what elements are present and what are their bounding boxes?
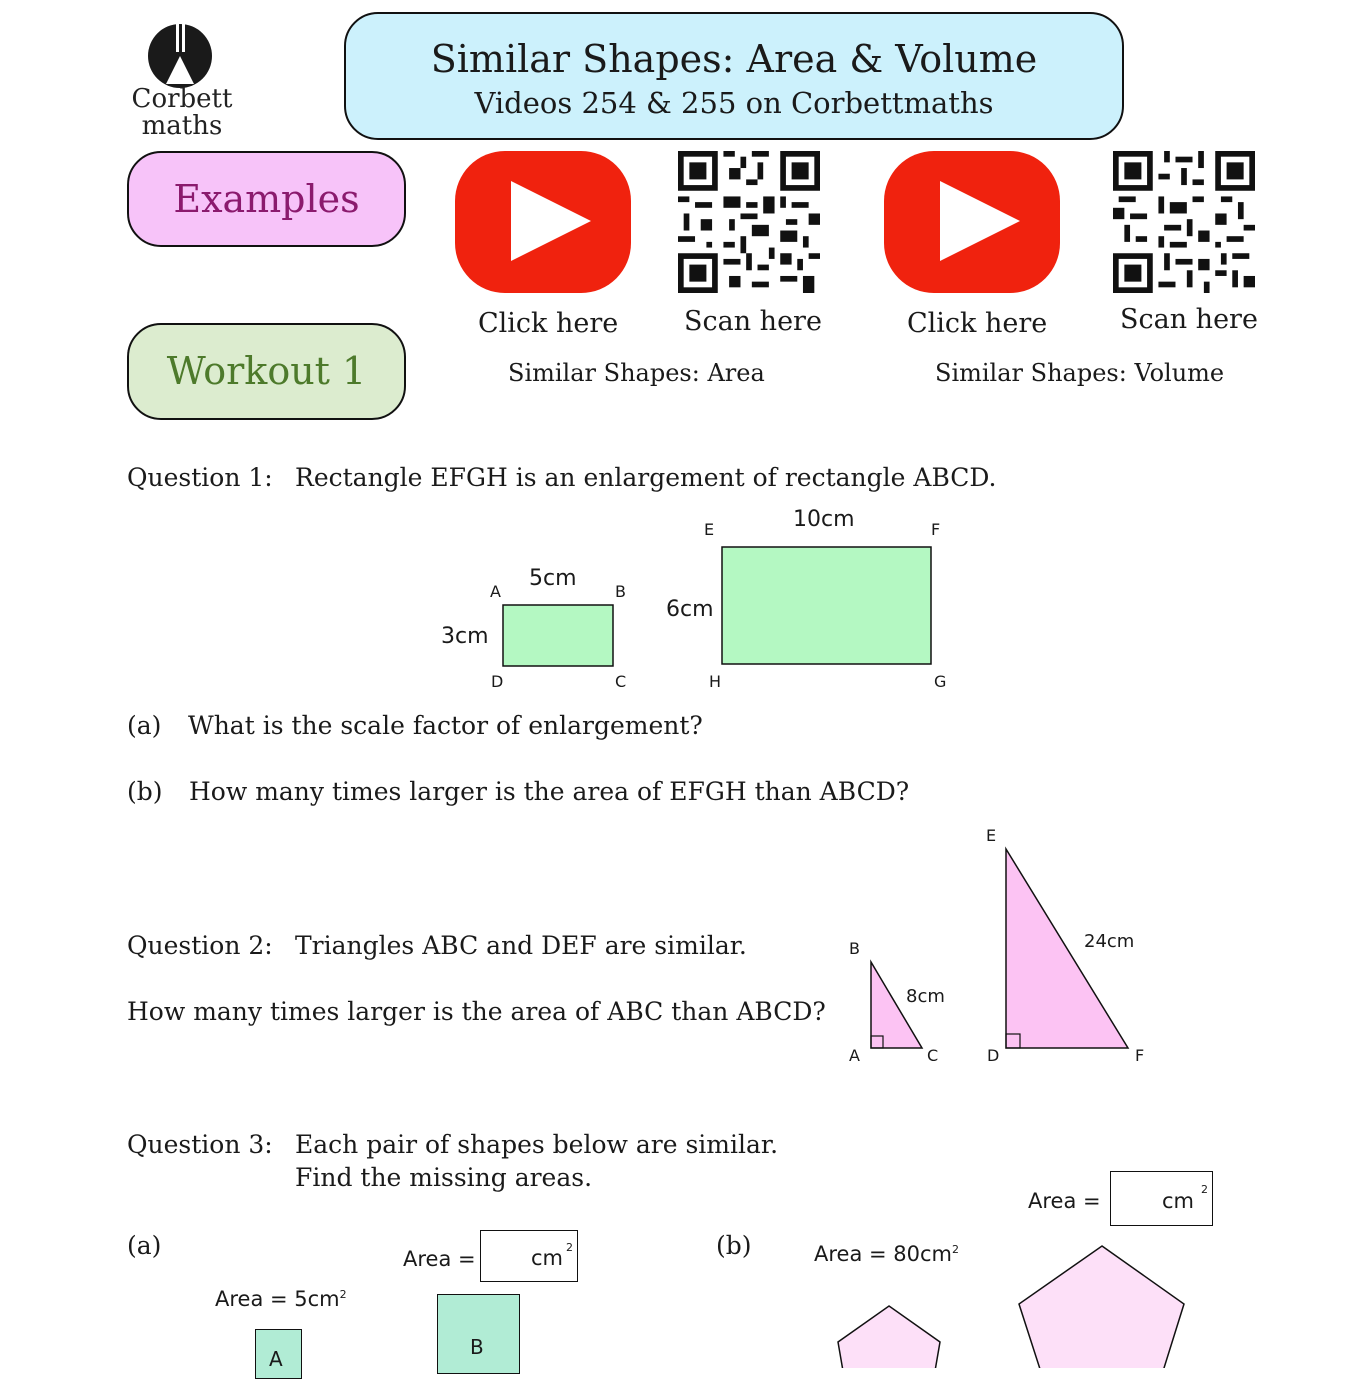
q1-vertex-f: F (931, 520, 941, 539)
q1-large-width: 10cm (793, 507, 855, 532)
logo-text (120, 86, 244, 140)
rectangle-abcd (503, 605, 613, 666)
q1-small-height: 3cm (441, 624, 489, 649)
q2-small-side: 8cm (906, 986, 945, 1007)
q3a-answer-box[interactable] (480, 1230, 578, 1282)
logo-line1: Corbett (131, 84, 233, 114)
q2-vertex-f: F (1135, 1046, 1145, 1065)
rectangle-b-label: B (470, 1335, 484, 1359)
q1a-text: What is the scale factor of enlargement? (188, 711, 703, 740)
q1-label: Question 1: (127, 463, 273, 492)
q1b-text: How many times larger is the area of EFGH than ABCD? (189, 777, 910, 806)
q1-vertex-h: H (709, 672, 722, 691)
q2-text: Triangles ABC and DEF are similar. (295, 931, 747, 960)
q3b-unknown-label: Area = (1028, 1189, 1101, 1213)
pentagon-small (838, 1306, 940, 1368)
q2-text2: How many times larger is the area of ABC than ABCD? (127, 997, 826, 1026)
q1-vertex-c: C (615, 672, 627, 691)
qr-code-area-icon[interactable] (678, 151, 820, 293)
q1-small-width: 5cm (529, 566, 577, 591)
q3b-unit: cm (1161, 1189, 1194, 1213)
page-subtitle: Videos 254 & 255 on Corbettmaths (474, 86, 994, 120)
q3b-known-area: Area = $80cm^2$ (814, 1242, 959, 1266)
q3a-unknown-label: Area = (403, 1247, 476, 1271)
q3a-unit-sup: 2 (566, 1241, 573, 1254)
play-icon (940, 181, 1020, 261)
q1-vertex-b: B (615, 582, 626, 601)
pentagon-large (1019, 1246, 1184, 1368)
click-here-volume-link[interactable]: Click here (907, 308, 1048, 339)
q1a-label: (a) (127, 711, 162, 740)
page-title: Similar Shapes: Area & Volume (430, 37, 1038, 81)
q3a-label: (a) (127, 1231, 162, 1260)
q3a-unit: cm (530, 1246, 563, 1270)
q1b-label: (b) (127, 777, 163, 806)
play-icon (511, 181, 591, 261)
logo-line2: maths (141, 111, 223, 141)
q2-label: Question 2: (127, 931, 273, 960)
q2-large-side: 24cm (1084, 931, 1135, 952)
q3b-label: (b) (716, 1231, 752, 1260)
square-a (255, 1329, 302, 1379)
video-caption-volume: Similar Shapes: Volume (935, 359, 1225, 387)
q2-vertex-c: C (927, 1046, 939, 1065)
title-box (344, 12, 1124, 140)
click-here-area-link[interactable]: Click here (478, 308, 619, 339)
q2-vertex-a: A (849, 1046, 860, 1065)
q2-vertex-d: D (987, 1046, 1000, 1065)
play-video-area-button[interactable] (455, 151, 631, 293)
rectangle-b (437, 1294, 520, 1374)
q3a-known-area: Area = $5cm^2$ (215, 1287, 347, 1311)
q2-vertex-e: E (986, 826, 997, 845)
q2-vertex-b: B (849, 939, 860, 958)
q1-text: Rectangle EFGH is an enlargement of rectangle ABCD. (295, 463, 997, 492)
rectangle-efgh (722, 547, 931, 664)
q1-vertex-a: A (490, 582, 501, 601)
q1-large-height: 6cm (666, 597, 714, 622)
q1-vertex-g: G (934, 672, 947, 691)
q3b-answer-box[interactable] (1110, 1171, 1213, 1226)
q3b-unit-sup: 2 (1201, 1183, 1208, 1196)
video-caption-area: Similar Shapes: Area (508, 359, 765, 387)
scan-here-area-label: Scan here (684, 306, 822, 337)
square-a-label: A (269, 1347, 283, 1371)
q1-vertex-e: E (704, 520, 715, 539)
q3b-pentagons-diagram (820, 1240, 1200, 1368)
q3-label: Question 3: (127, 1130, 273, 1159)
play-video-volume-button[interactable] (884, 151, 1060, 293)
q3-line1: Each pair of shapes below are similar. (295, 1130, 779, 1159)
scan-here-volume-label: Scan here (1120, 304, 1258, 335)
q3-line2: Find the missing areas. (295, 1163, 593, 1192)
qr-code-volume-icon[interactable] (1113, 151, 1255, 293)
examples-button[interactable]: Examples (127, 151, 406, 247)
q1-vertex-d: D (491, 672, 504, 691)
workout-button[interactable]: Workout 1 (127, 323, 406, 420)
